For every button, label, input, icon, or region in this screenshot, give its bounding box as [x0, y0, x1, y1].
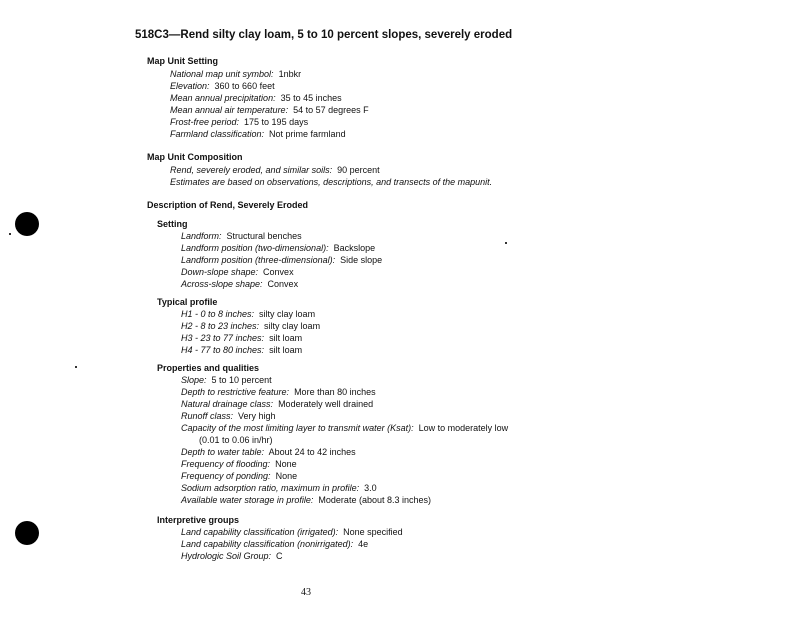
field-line: [181, 267, 294, 277]
field-label: Farmland classification:: [170, 129, 265, 139]
field-line: [170, 93, 342, 103]
field-value: About 24 to 42 inches: [264, 447, 356, 457]
field-value: Moderately well drained: [273, 399, 374, 409]
field-line: [170, 81, 275, 91]
field-value: C: [271, 551, 283, 561]
field-value: Convex: [262, 279, 299, 289]
field-label: Depth to restrictive feature:: [181, 387, 290, 397]
field-value: More than 80 inches: [289, 387, 376, 397]
field-label: Estimates are based on observations, descriptions, and transects of the mapunit.: [170, 177, 493, 187]
field-value: 1nbkr: [273, 69, 302, 79]
field-value: 175 to 195 days: [239, 117, 309, 127]
field-label: Frequency of flooding:: [181, 459, 271, 469]
field-line: [181, 459, 297, 469]
scan-speck: [75, 366, 77, 368]
field-line: [181, 255, 382, 265]
field-label: Landform:: [181, 231, 222, 241]
field-line: [181, 345, 302, 355]
field-line: [170, 117, 308, 127]
field-value: None: [270, 471, 298, 481]
field-value: silt loam: [264, 333, 303, 343]
field-label: Frequency of ponding:: [181, 471, 271, 481]
field-label: Elevation:: [170, 81, 210, 91]
scan-speck: [9, 233, 11, 235]
field-line: [170, 105, 369, 115]
section-heading-map-unit-setting: Map Unit Setting: [147, 56, 218, 66]
field-line: [181, 495, 431, 505]
field-label: Frost-free period:: [170, 117, 240, 127]
field-line: [181, 447, 356, 457]
field-line: [170, 165, 380, 175]
field-label: Land capability classification (nonirrigated):: [181, 539, 354, 549]
field-label: Land capability classification (irrigated):: [181, 527, 339, 537]
field-label: Landform position (two-dimensional):: [181, 243, 329, 253]
field-line: [181, 231, 302, 241]
field-line: [181, 279, 298, 289]
field-line: [199, 435, 273, 445]
field-line: [181, 423, 508, 433]
field-label: H3 - 23 to 77 inches:: [181, 333, 265, 343]
field-line: [181, 471, 297, 481]
field-label: H4 - 77 to 80 inches:: [181, 345, 265, 355]
field-label: Slope:: [181, 375, 207, 385]
field-line: [181, 321, 320, 331]
field-value: 35 to 45 inches: [275, 93, 342, 103]
subheading-interpretive-groups: Interpretive groups: [157, 515, 240, 525]
field-label: Across-slope shape:: [181, 279, 263, 289]
scan-speck: [505, 242, 507, 244]
field-label: Capacity of the most limiting layer to transmit water (Ksat):: [181, 423, 414, 433]
field-line: [181, 333, 302, 343]
field-line: [170, 177, 492, 187]
field-value: silty clay loam: [259, 321, 321, 331]
field-value: 3.0: [359, 483, 377, 493]
field-value: 90 percent: [332, 165, 380, 175]
field-value: 360 to 660 feet: [209, 81, 275, 91]
field-value: None: [270, 459, 297, 469]
field-label: Natural drainage class:: [181, 399, 274, 409]
field-value: Low to moderately low: [413, 423, 509, 433]
subheading-properties: Properties and qualities: [157, 363, 260, 373]
field-line: [181, 527, 403, 537]
binder-hole-top: [15, 212, 39, 236]
field-value: 5 to 10 percent: [206, 375, 272, 385]
field-line: [181, 539, 368, 549]
field-value: Very high: [233, 411, 276, 421]
field-label: Hydrologic Soil Group:: [181, 551, 272, 561]
page-number: 43: [301, 587, 311, 598]
field-label: Mean annual air temperature:: [170, 105, 289, 115]
field-line: [170, 129, 346, 139]
subheading-typical-profile: Typical profile: [157, 297, 218, 307]
field-value: (0.01 to 0.06 in/hr): [199, 435, 273, 445]
field-line: [181, 551, 283, 561]
field-label: Runoff class:: [181, 411, 234, 421]
field-line: [170, 69, 301, 79]
subheading-setting: Setting: [157, 219, 188, 229]
section-heading-description: Description of Rend, Severely Eroded: [147, 200, 309, 210]
field-value: Structural benches: [221, 231, 302, 241]
field-label: Rend, severely eroded, and similar soils:: [170, 165, 333, 175]
field-value: Convex: [258, 267, 294, 277]
field-label: H1 - 0 to 8 inches:: [181, 309, 255, 319]
field-line: [181, 375, 272, 385]
field-line: [181, 411, 276, 421]
field-label: Available water storage in profile:: [181, 495, 314, 505]
field-label: Depth to water table:: [181, 447, 265, 457]
field-value: Moderate (about 8.3 inches): [313, 495, 431, 505]
field-value: 4e: [353, 539, 369, 549]
field-value: None specified: [338, 527, 403, 537]
field-line: [181, 309, 315, 319]
field-line: [181, 483, 377, 493]
field-value: Side slope: [335, 255, 383, 265]
field-label: Sodium adsorption ratio, maximum in profile:: [181, 483, 360, 493]
field-label: H2 - 8 to 23 inches:: [181, 321, 260, 331]
field-value: Not prime farmland: [264, 129, 346, 139]
field-value: silt loam: [264, 345, 303, 355]
field-line: [181, 399, 373, 409]
field-label: Landform position (three-dimensional):: [181, 255, 336, 265]
field-value: 54 to 57 degrees F: [288, 105, 369, 115]
field-line: [181, 243, 375, 253]
field-value: Backslope: [328, 243, 376, 253]
field-label: Down-slope shape:: [181, 267, 259, 277]
binder-hole-bottom: [15, 521, 39, 545]
field-label: Mean annual precipitation:: [170, 93, 276, 103]
field-line: [181, 387, 376, 397]
section-heading-map-unit-composition: Map Unit Composition: [147, 152, 243, 162]
field-value: silty clay loam: [254, 309, 316, 319]
page-title: 518C3—Rend silty clay loam, 5 to 10 percent slopes, severely eroded: [135, 29, 513, 41]
field-label: National map unit symbol:: [170, 69, 274, 79]
